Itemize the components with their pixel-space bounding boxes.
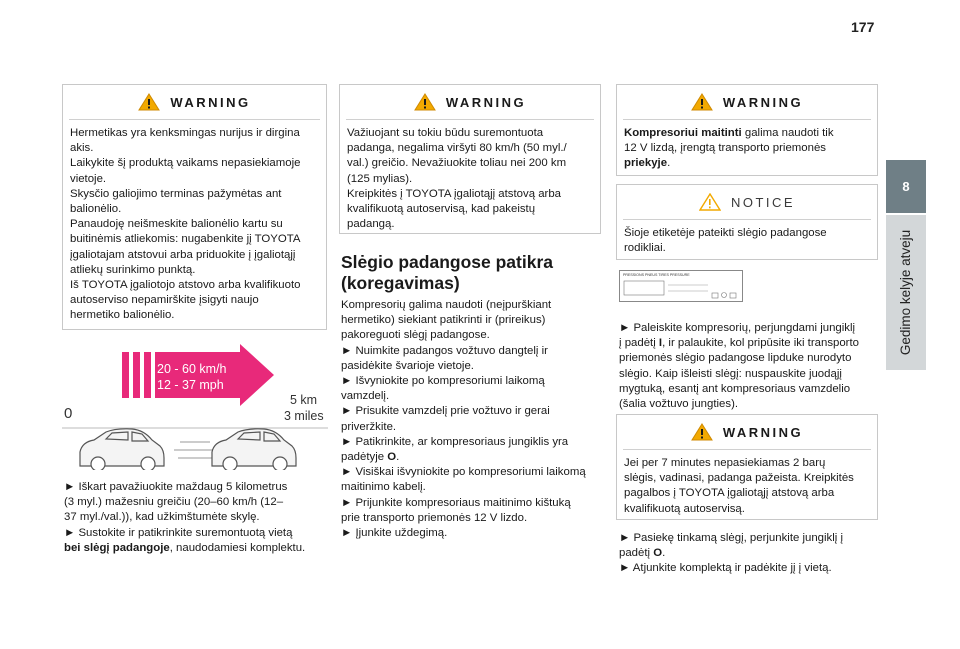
distance-zero-label: 0 <box>64 405 73 422</box>
text-line: prie transporto priemonės 12 V lizdo. <box>341 511 528 524</box>
text-line: padanga, negalima viršyti 80 km/h (50 myl./ <box>347 142 567 155</box>
text-line: ► Sustokite ir patikrinkite suremontuotą vietą <box>64 526 293 539</box>
text-line: balionėlio. <box>70 203 122 216</box>
text-line: ► Prijunkite kompresoriaus maitinimo kištuką <box>341 496 571 509</box>
warning-triangle-icon <box>414 93 436 111</box>
warning-header <box>69 85 320 120</box>
text-line: kvalifikuotą autoservisą, kad pakeistų <box>347 203 536 216</box>
text-line: atliekų surinkimo punktą. <box>70 263 196 276</box>
text-line: vamzdelį. <box>341 390 390 403</box>
bold-text: Kompresoriui maitinti <box>624 127 742 139</box>
text-line: ► Prisukite vamzdelį prie vožtuvo ir gerai <box>341 405 550 418</box>
text-line: hermetiko) siekiant patikrinti ir (prireikus) <box>341 314 546 327</box>
notice-box <box>616 184 878 260</box>
text-line: priemonės slėgio padangose lipduke nurodyto <box>619 352 852 365</box>
text-line: akis. <box>70 142 94 155</box>
text-line: Skysčio galiojimo terminas pažymėtas ant <box>70 187 282 200</box>
text-line: priveržkite. <box>341 420 397 433</box>
label-car-outline <box>624 281 664 295</box>
bold-text: I <box>658 337 663 350</box>
warning-text <box>617 120 877 172</box>
text-line: Kreipkitės į TOYOTA įgaliotąjį atstovą arba <box>347 187 561 200</box>
chapter-title-text: Gedimo kelyje atveju <box>898 229 914 356</box>
section-heading <box>341 252 603 294</box>
text-line: pakoreguoti slėgį padangose. <box>341 329 490 342</box>
text-line: ► Patikrinkite, ar kompresoriaus jungiklis yra <box>341 435 569 448</box>
text-line: ► Visiškai išvyniokite po kompresoriumi laikomą <box>341 466 586 479</box>
heading-line: (koregavimas) <box>341 273 460 293</box>
speed-bar-2 <box>133 352 140 398</box>
notice-header <box>623 185 871 220</box>
label-symbol <box>722 293 727 298</box>
text-line: pagalbos į TOYOTA įgaliotąjį atstovą arba <box>624 487 835 500</box>
bold-text: O <box>653 547 663 560</box>
text-line <box>624 126 870 141</box>
text-line: pasidėkite švarioje vietoje. <box>341 359 474 372</box>
warning-title: WARNING <box>722 424 804 440</box>
text-line: hermetiko balionėlio. <box>70 309 175 322</box>
warning-triangle-icon <box>691 93 713 111</box>
text-line: įgaliotajam atstovui arba priduokite į įgaliotąjį <box>70 248 296 261</box>
warning-triangle-icon <box>138 93 160 111</box>
text-line: ► Atjunkite komplektą ir padėkite jį į vietą. <box>619 562 832 575</box>
text-line: autoserviso nepamirškite įsigyti naujo <box>70 294 259 307</box>
text-span: padėtyje <box>341 451 388 464</box>
text-line: mygtuką, esantį ant kompresoriaus vamzdelio <box>619 382 851 395</box>
text-line: Panaudoję neišmeskite balionėlio kartu su <box>70 218 283 231</box>
text-line: slėgis, vadinasi, padanga pažeista. Kreipkitės <box>624 472 854 485</box>
text-line: (šalia vožtuvo jungties). <box>619 398 739 411</box>
text-line <box>341 450 605 465</box>
warning-text <box>340 120 600 232</box>
text-span: padėtį <box>619 547 654 560</box>
warning-text <box>617 450 877 517</box>
speed-mph-label: 12 - 37 mph <box>157 378 224 392</box>
heading-line: Slėgio padangose patikra <box>341 252 553 272</box>
text-line: ► Pasiekę tinkamą slėgį, perjunkite jungiklį į <box>619 532 844 544</box>
chapter-number: 8 <box>902 179 910 194</box>
text-span: . <box>662 547 666 560</box>
motion-lines <box>174 442 212 458</box>
instruction-text-col3 <box>619 321 883 412</box>
text-line: Iš TOYOTA įgaliotojo atstovo arba kvalifikuoto <box>70 279 301 292</box>
label-value-box <box>712 293 718 298</box>
text-span: . <box>667 157 671 170</box>
text-line: padangą. <box>347 218 395 231</box>
speed-distance-illustration <box>62 342 328 470</box>
car-icon-end <box>212 429 296 470</box>
tire-pressure-label-drawing <box>620 271 742 301</box>
text-line: Jei per 7 minutes nepasiekiamas 2 barų <box>624 457 826 469</box>
text-line: maitinimo kabelį. <box>341 481 426 494</box>
text-span: , naudodamiesi komplektu. <box>169 541 306 554</box>
label-header-text: PRESSIONS PNEUS TIRES PRESSURE <box>623 273 690 277</box>
warning-triangle-icon <box>691 423 713 441</box>
text-line: rodikliai. <box>624 242 666 255</box>
text-line: buitinėmis atliekomis: nugabenkite jį TOYOTA <box>70 233 301 246</box>
text-line: ► Paleiskite kompresorių, perjungdami jungiklį <box>619 322 856 334</box>
text-span: . <box>396 451 400 464</box>
bold-text: bei slėgį padangoje <box>64 541 170 554</box>
tire-pressure-label-image <box>619 270 743 302</box>
bold-text: O <box>387 451 397 464</box>
text-line: val.) greičio. Nevažiuokite toliau nei 200 km <box>347 157 567 170</box>
warning-header <box>346 85 594 120</box>
text-line: Kompresorių galima naudoti (neįpurškiant <box>341 299 552 311</box>
text-line: ► Įjunkite uždegimą. <box>341 527 448 540</box>
text-line: vietoje. <box>70 172 107 185</box>
bold-text: priekyje <box>624 157 668 170</box>
warning-title: WARNING <box>170 94 251 110</box>
text-line: Važiuojant su tokiu būdu suremontuota <box>347 127 544 139</box>
warning-box-pressure <box>616 414 878 520</box>
notice-title: NOTICE <box>730 194 796 210</box>
text-line: kvalifikuotą autoservisą. <box>624 502 745 515</box>
instruction-text-col2 <box>341 298 605 541</box>
text-line: ► Išvyniokite po kompresoriumi laikomą <box>341 375 545 388</box>
warning-box-speed <box>339 84 601 234</box>
speed-bar-3 <box>144 352 151 398</box>
text-line: (3 myl.) mažesniu greičiu (20–60 km/h (12– <box>64 496 284 509</box>
page-number: 177 <box>851 19 875 35</box>
warning-box-sealant <box>62 84 327 330</box>
text-line: 37 myl./val.)), kad užkimštumėte skylę. <box>64 511 260 524</box>
warning-title: WARNING <box>445 94 527 110</box>
text-line <box>619 546 883 561</box>
warning-header <box>623 85 871 120</box>
instruction-text-col3-end <box>619 531 883 577</box>
distance-km-label: 5 km <box>290 393 318 407</box>
warning-text <box>63 120 326 324</box>
notice-text <box>617 220 877 256</box>
text-line: Hermetikas yra kenksmingas nurijus ir dirgina <box>70 127 300 139</box>
speed-kmh-label: 20 - 60 km/h <box>157 362 227 376</box>
text-span: , ir palaukite, kol pripūsite iki transporto <box>662 337 859 350</box>
text-span: galima naudoti tik <box>741 127 834 139</box>
chapter-title <box>886 215 926 370</box>
distance-miles-label: 3 miles <box>284 409 324 423</box>
text-line: slėgio. Kaip išleisti slėgį: nuspauskite juodąjį <box>619 367 842 380</box>
warning-header <box>623 415 871 450</box>
warning-title: WARNING <box>722 94 804 110</box>
warning-box-compressor <box>616 84 878 176</box>
text-line <box>624 156 870 171</box>
text-span: į padėtį <box>619 337 659 350</box>
text-line: ► Nuimkite padangos vožtuvo dangtelį ir <box>341 344 548 357</box>
instruction-text-col1 <box>64 480 332 556</box>
speed-bar-1 <box>122 352 129 398</box>
car-icon-start <box>80 429 164 470</box>
label-value-box <box>730 293 736 298</box>
text-line: ► Iškart pavažiuokite maždaug 5 kilometrus <box>64 481 288 493</box>
text-line <box>619 336 883 351</box>
text-line: (125 mylias). <box>347 172 413 185</box>
text-line: Šioje etiketėje pateikti slėgio padangose <box>624 227 827 239</box>
text-line <box>64 541 332 556</box>
notice-triangle-icon <box>699 193 721 211</box>
text-line: Laikykite šį produktą vaikams nepasiekiamoje <box>70 157 301 170</box>
text-line: 12 V lizdą, įrengtą transporto priemonės <box>624 142 826 155</box>
